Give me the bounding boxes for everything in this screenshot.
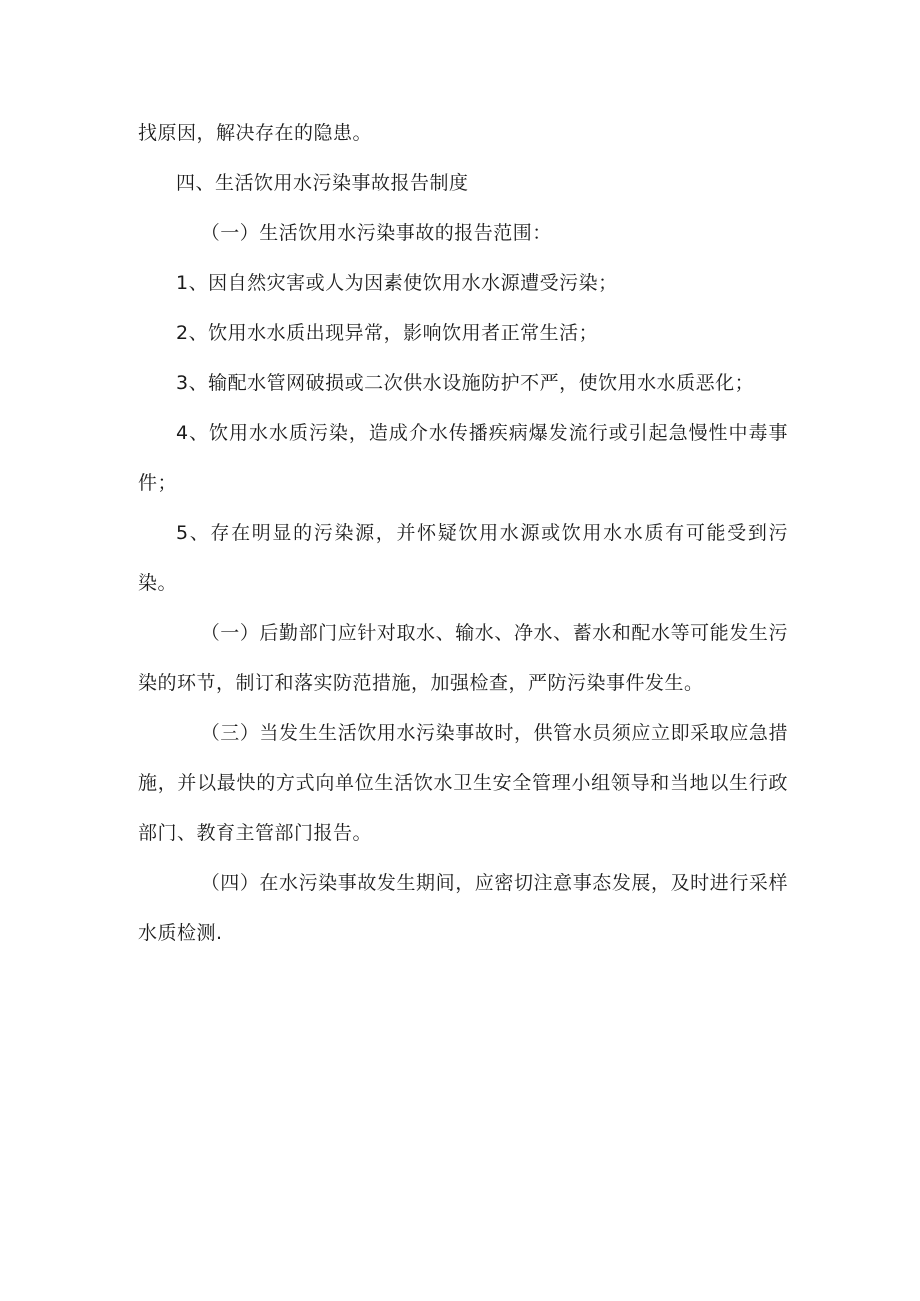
- list-item: 3、输配水管网破损或二次供水设施防护不严，使饮用水水质恶化；: [176, 372, 755, 394]
- list-item: 1、因自然灾害或人为因素使饮用水水源遭受污染；: [176, 272, 618, 294]
- list-item: 5、存在明显的污染源，并怀疑饮用水源或饮用水水质有可能受到污染。: [138, 522, 788, 594]
- section-heading: 四、生活饮用水污染事故报告制度: [176, 172, 469, 194]
- paragraph: （一）后勤部门应针对取水、输水、净水、蓄水和配水等可能发生污染的环节，制订和落实防范措施，加强检查，严防污染事件发生。: [138, 622, 788, 694]
- document-body: [138, 108, 788, 958]
- paragraph-continuation: 找原因，解决存在的隐患。: [138, 122, 373, 144]
- list-item: 2、饮用水水质出现异常，影响饮用者正常生活；: [176, 322, 599, 344]
- subsection-heading: （一）生活饮用水污染事故的报告范围：: [200, 222, 552, 244]
- list-item: 4、饮用水水质污染，造成介水传播疾病爆发流行或引起急慢性中毒事件；: [138, 422, 788, 494]
- paragraph: （四）在水污染事故发生期间，应密切注意事态发展，及时进行采样水质检测.: [138, 872, 788, 944]
- paragraph: （三）当发生生活饮用水污染事故时，供管水员须应立即采取应急措施，并以最快的方式向单位生活饮水卫生安全管理小组领导和当地以生行政部门、教育主管部门报告。: [138, 722, 788, 844]
